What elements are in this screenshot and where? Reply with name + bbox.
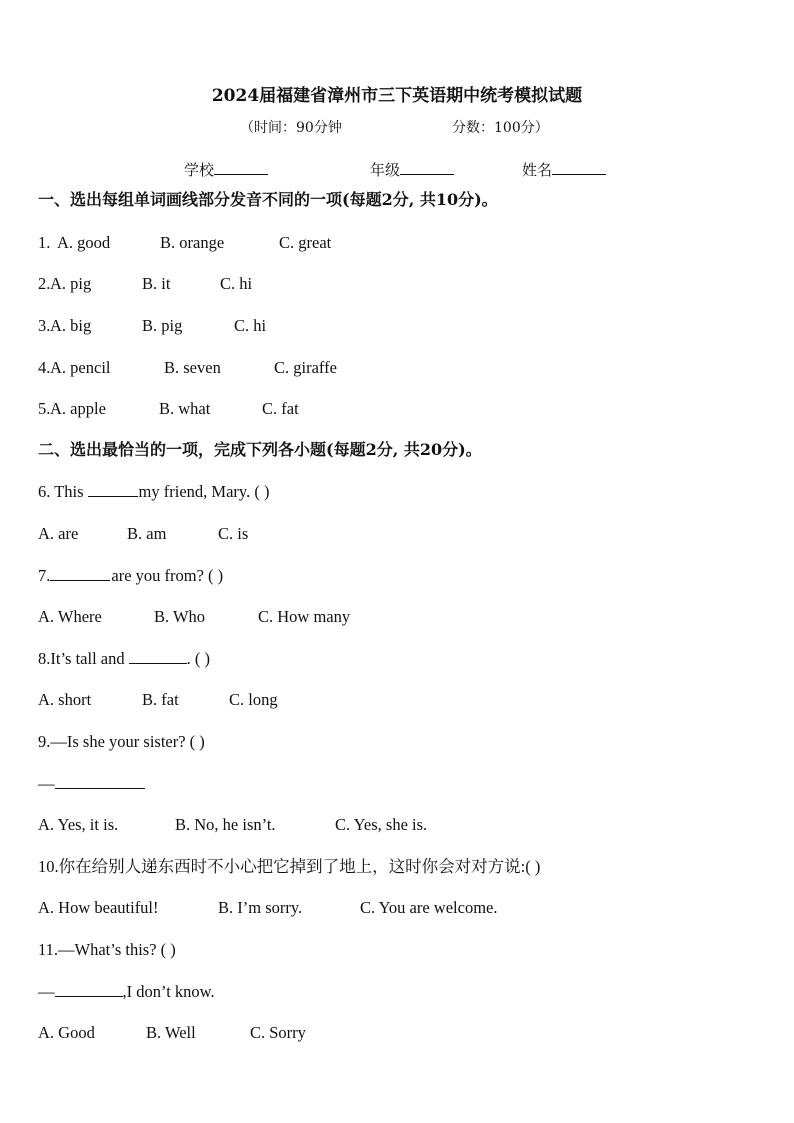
grade-field xyxy=(370,160,454,180)
option-a[interactable]: A. good xyxy=(57,233,111,252)
option-a[interactable]: A. Yes, it is. xyxy=(38,815,119,834)
question-text-end: are you from? ( ) xyxy=(111,566,224,585)
question-5 xyxy=(38,399,299,419)
option-b[interactable]: B. am xyxy=(127,524,167,543)
dash: — xyxy=(38,982,55,1001)
dash: — xyxy=(38,774,55,793)
question-text-start: 7. xyxy=(38,566,51,585)
question-text-end: my friend, Mary. ( ) xyxy=(138,482,270,501)
option-b[interactable]: B. orange xyxy=(160,233,225,252)
option-b[interactable]: B. I’m sorry. xyxy=(218,898,303,917)
answer-blank[interactable] xyxy=(55,774,145,789)
option-b[interactable]: B. what xyxy=(159,399,211,418)
option-a[interactable]: A. Where xyxy=(38,607,102,626)
option-a[interactable]: A. apple xyxy=(50,399,106,418)
question-9-answer-line xyxy=(38,774,145,794)
answer-text: ,I don’t know. xyxy=(122,982,215,1001)
option-a[interactable]: A. big xyxy=(50,316,92,335)
question-number: 2. xyxy=(38,274,51,293)
exam-score: 分数：100分） xyxy=(452,120,549,136)
option-a[interactable]: A. Good xyxy=(38,1023,95,1042)
option-c[interactable]: C. fat xyxy=(262,399,299,418)
question-number: 4. xyxy=(38,358,51,377)
question-1 xyxy=(38,233,332,253)
option-c[interactable]: C. hi xyxy=(234,316,267,335)
question-7 xyxy=(38,566,223,586)
question-2 xyxy=(38,274,253,294)
grade-label: 年级 xyxy=(370,161,401,179)
option-b[interactable]: B. Who xyxy=(154,607,206,626)
option-b[interactable]: B. Well xyxy=(146,1023,196,1042)
option-c[interactable]: C. is xyxy=(218,524,249,543)
question-number: 3. xyxy=(38,316,51,335)
question-11: 11.—What’s this? ( ) xyxy=(38,940,176,959)
option-b[interactable]: B. seven xyxy=(164,358,221,377)
school-label: 学校 xyxy=(184,161,215,179)
question-9: 9.—Is she your sister? ( ) xyxy=(38,732,205,751)
option-c[interactable]: C. long xyxy=(229,690,278,709)
name-field xyxy=(522,160,606,180)
question-8 xyxy=(38,649,210,669)
question-6 xyxy=(38,482,269,502)
question-text-start: 6. This xyxy=(38,482,84,501)
school-blank[interactable] xyxy=(214,160,268,175)
question-number: 1. xyxy=(38,233,51,252)
option-c[interactable]: C. great xyxy=(279,233,332,252)
option-c[interactable]: C. You are welcome. xyxy=(360,898,498,917)
section1-heading: 一、选出每组单词画线部分发音不同的一项(每题2分, 共10分)。 xyxy=(38,190,498,209)
question-number: 5. xyxy=(38,399,51,418)
answer-blank[interactable] xyxy=(55,982,123,997)
page-title: 2024届福建省漳州市三下英语期中统考模拟试题 xyxy=(211,86,583,106)
exam-time: （时间：90分钟 xyxy=(240,120,342,136)
option-a[interactable]: A. short xyxy=(38,690,92,709)
answer-blank[interactable] xyxy=(88,482,138,497)
section2-heading: 二、选出最恰当的一项，完成下列各小题(每题2分, 共20分)。 xyxy=(38,440,482,459)
option-b[interactable]: B. pig xyxy=(142,316,183,335)
question-4 xyxy=(38,358,337,378)
question-text-end: . ( ) xyxy=(186,649,210,668)
option-c[interactable]: C. giraffe xyxy=(274,358,337,377)
answer-blank[interactable] xyxy=(50,566,110,581)
option-a[interactable]: A. How beautiful! xyxy=(38,898,159,917)
answer-blank[interactable] xyxy=(129,649,187,664)
option-b[interactable]: B. No, he isn’t. xyxy=(175,815,276,834)
option-b[interactable]: B. fat xyxy=(142,690,179,709)
name-label: 姓名 xyxy=(522,161,553,179)
school-field xyxy=(184,160,268,180)
option-b[interactable]: B. it xyxy=(142,274,171,293)
option-c[interactable]: C. Yes, she is. xyxy=(335,815,428,834)
option-c[interactable]: C. How many xyxy=(258,607,351,626)
question-11-answer-line xyxy=(38,982,215,1002)
grade-blank[interactable] xyxy=(400,160,454,175)
name-blank[interactable] xyxy=(552,160,606,175)
question-text-start: 8.It’s tall and xyxy=(38,649,125,668)
option-a[interactable]: A. are xyxy=(38,524,79,543)
option-c[interactable]: C. hi xyxy=(220,274,253,293)
question-3 xyxy=(38,316,267,336)
option-a[interactable]: A. pig xyxy=(50,274,92,293)
question-10: 10.你在给别人递东西时不小心把它掉到了地上，这时你会对对方说:( ) xyxy=(38,857,541,876)
option-a[interactable]: A. pencil xyxy=(50,358,111,377)
option-c[interactable]: C. Sorry xyxy=(250,1023,306,1042)
